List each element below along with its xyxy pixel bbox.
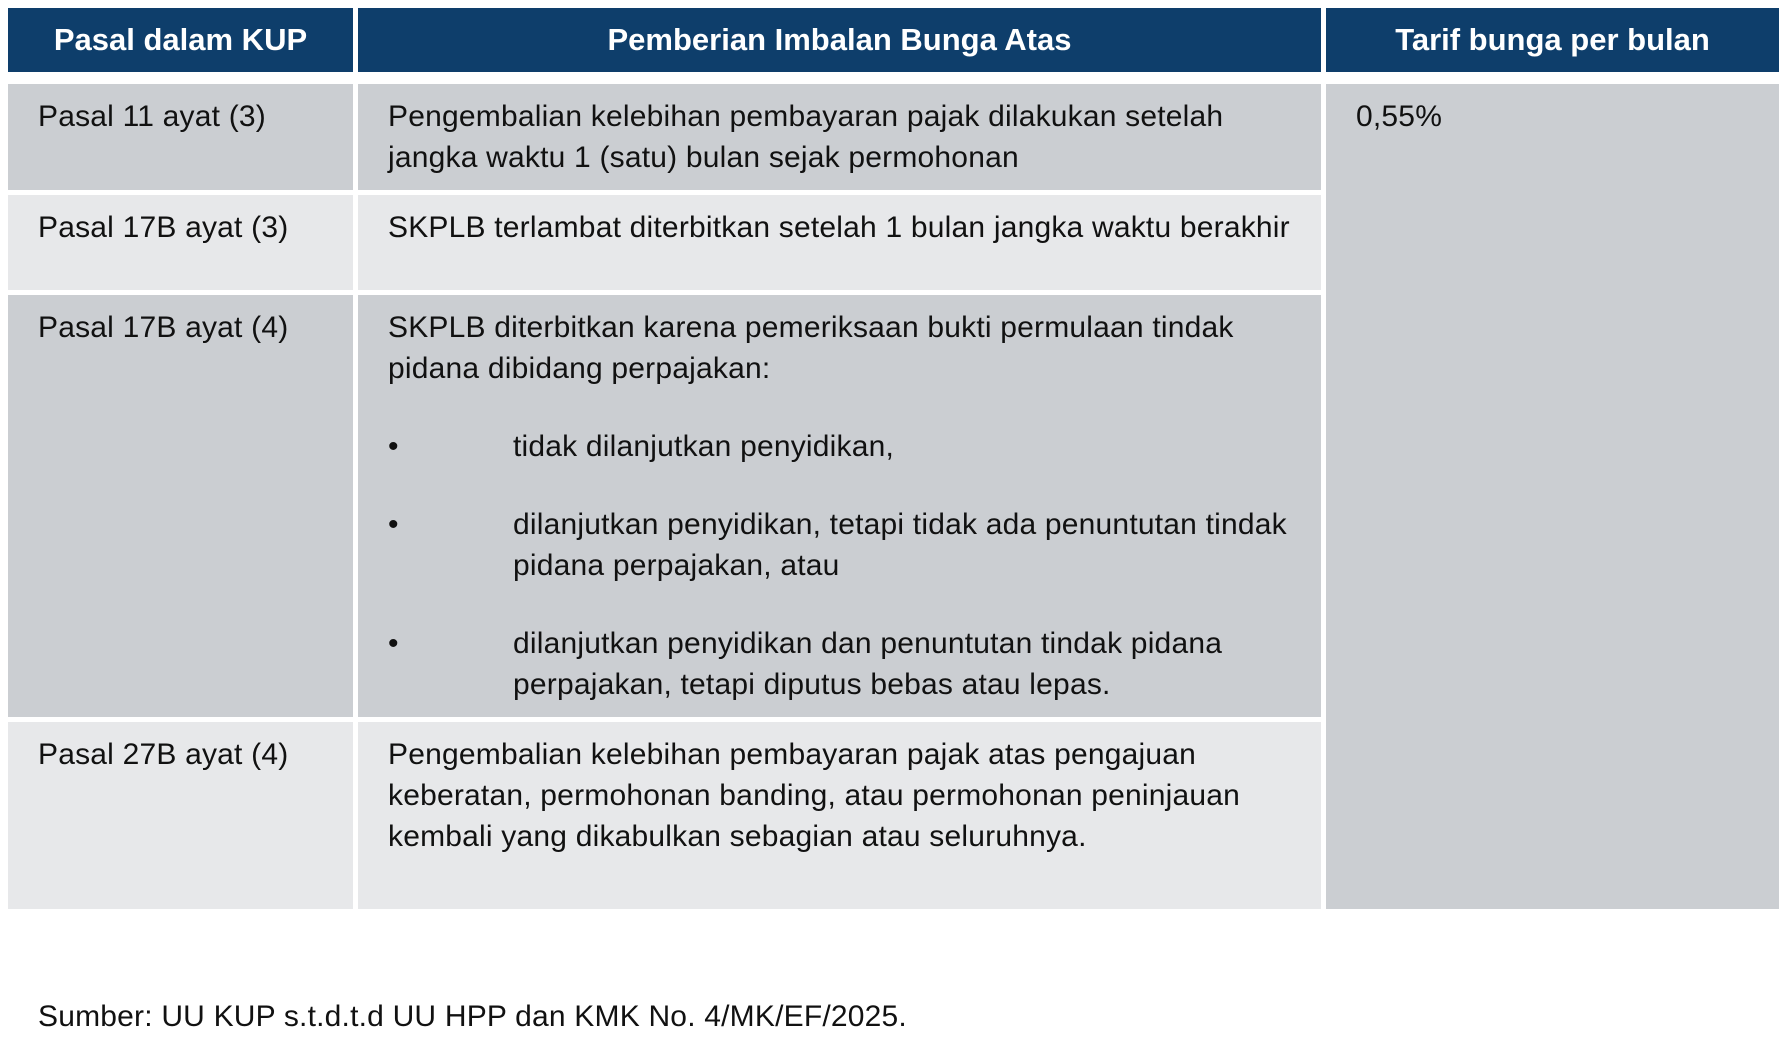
- list-item: [388, 623, 1291, 705]
- interest-rate-table: [8, 8, 1779, 914]
- description-cell: SKPLB terlambat diterbitkan setelah 1 bulan jangka waktu berakhir: [358, 195, 1326, 295]
- header-pasal: Pasal dalam KUP: [8, 8, 358, 84]
- list-item-text: dilanjutkan penyidikan, tetapi tidak ada penuntutan tindak pidana perpajakan, atau: [513, 508, 1287, 582]
- interest-rate-table-container: [8, 8, 1779, 914]
- description-cell: Pengembalian kelebihan pembayaran pajak dilakukan setelah jangka waktu 1 (satu) bulan sejak permohonan: [358, 84, 1326, 195]
- pasal-cell: Pasal 17B ayat (4): [8, 295, 358, 722]
- list-item: [388, 504, 1291, 586]
- pasal-cell: Pasal 11 ayat (3): [8, 84, 358, 195]
- condition-list: [388, 426, 1291, 705]
- bullet-icon: •: [388, 430, 399, 463]
- list-item-text: dilanjutkan penyidikan dan penuntutan tindak pidana perpajakan, tetapi diputus bebas atau lepas.: [513, 627, 1223, 701]
- table-header-row: [8, 8, 1779, 84]
- description-cell: Pengembalian kelebihan pembayaran pajak atas pengajuan keberatan, permohonan banding, atau permohonan peninjauan kembali yang dikabulkan sebagian atau seluruhnya.: [358, 722, 1326, 914]
- source-note: Sumber: UU KUP s.t.d.t.d UU HPP dan KMK No. 4/MK/EF/2025.: [38, 1000, 907, 1033]
- list-item-text: tidak dilanjutkan penyidikan,: [513, 430, 895, 463]
- rate-cell: 0,55%: [1326, 84, 1779, 914]
- bullet-icon: •: [388, 627, 399, 660]
- list-item: [388, 426, 1291, 467]
- header-pemberian-imbalan: Pemberian Imbalan Bunga Atas: [358, 8, 1326, 84]
- pasal-cell: Pasal 27B ayat (4): [8, 722, 358, 914]
- pasal-cell: Pasal 17B ayat (3): [8, 195, 358, 295]
- bullet-icon: •: [388, 508, 399, 541]
- table-row: [8, 84, 1779, 195]
- description-cell: [358, 295, 1326, 722]
- header-tarif-bunga: Tarif bunga per bulan: [1326, 8, 1779, 84]
- description-intro: SKPLB diterbitkan karena pemeriksaan bukti permulaan tindak pidana dibidang perpajakan:: [388, 311, 1234, 385]
